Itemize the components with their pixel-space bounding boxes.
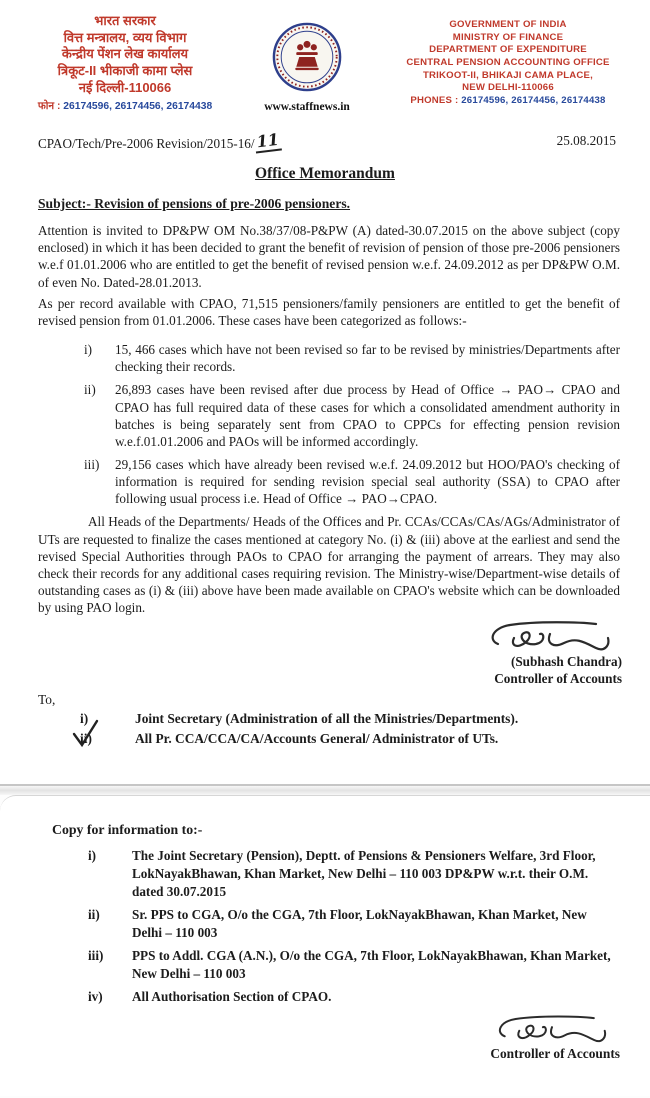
to-item-text: Joint Secretary (Administration of all the Ministries/Departments). xyxy=(135,711,519,727)
hindi-line: केन्द्रीय पेंशन लेख कार्यालय xyxy=(61,46,189,62)
copy-item-number: iv) xyxy=(88,988,103,1004)
signature-scribble-icon xyxy=(492,1012,612,1046)
copy-for-information-heading: Copy for information to:- xyxy=(52,822,203,837)
paragraph-2: As per record available with CPAO, 71,515 pensioners/family pensioners are entitled to get the benefit of revised pension from 01.01.2006. These cases have been categorized as follows:- xyxy=(38,295,620,328)
to-item-number-text: ii) xyxy=(80,730,92,746)
reference-prefix: CPAO/Tech/Pre-2006 Revision/2015-16/ xyxy=(38,136,255,152)
english-line: GOVERNMENT OF INDIA xyxy=(449,19,567,30)
phones-line xyxy=(376,95,640,108)
letterhead-seal-block xyxy=(238,13,376,113)
hindi-line: नई दिल्ली-110066 xyxy=(78,79,172,95)
signatory-designation: Controller of Accounts xyxy=(490,1045,620,1061)
phone-label: फोन : xyxy=(37,101,64,113)
english-line: MINISTRY OF FINANCE xyxy=(452,31,564,43)
copy-item-number: ii) xyxy=(88,906,100,922)
phones-label: PHONES : xyxy=(410,94,462,106)
english-line: DEPARTMENT OF EXPENDITURE xyxy=(429,44,587,56)
category-list xyxy=(0,341,650,507)
list-item xyxy=(84,341,620,375)
paragraph-3: All Heads of the Departments/ Heads of the Offices and Pr. CCAs/CCAs/CAs/AGs/Administrator of UTs are requested to finalize the cases mentioned at category No. (i) & (iii) above at the earliest and send the revised Special Authorities through PAOs to CPAO for arranging the payment of arrears. They may also check their records for any additional cases requiring revision. The Ministry-wise/Department-wise details of outstanding cases as (i) & (iii) above have been made available on CPAO's website which can be downloaded by using PAO login. xyxy=(38,514,620,616)
letterhead xyxy=(0,0,650,113)
signatory-designation: Controller of Accounts xyxy=(494,670,622,686)
copy-list xyxy=(0,847,650,1006)
list-item-number: i) xyxy=(84,342,93,358)
subject-line: Subject:- Revision of pensions of pre-2006 pensioners. xyxy=(38,196,351,212)
signature-block-1 xyxy=(0,618,650,687)
hindi-line: त्रिकूट-II भीकाजी कामा प्लेस xyxy=(57,62,193,78)
to-item-number-text: i) xyxy=(80,711,89,727)
list-item xyxy=(84,456,620,507)
letterhead-hindi-block xyxy=(12,13,238,113)
reference-number xyxy=(38,129,281,154)
hindi-line: वित्त मन्त्रालय, व्यय विभाग xyxy=(63,29,187,45)
phones-numbers: 26174596, 26174456, 26174438 xyxy=(461,94,606,106)
copy-item xyxy=(88,906,616,942)
reference-row xyxy=(0,129,650,154)
signature-block-2 xyxy=(0,1012,650,1062)
paragraph-1: Attention is invited to DP&PW OM No.38/37/08-P&PW (A) dated-30.07.2015 on the above subject (copy enclosed) in which it has been decided to grant the benefit of revision of pension of those pre-2006 pensioners w.e.f 01.01.2006 who are entitled to get the benefit of revised pension w.e.f. 24.09.2012 as per DP&PW O.M. of even No. Dated-28.01.2013. xyxy=(38,223,620,290)
copy-item-number: iii) xyxy=(88,947,104,963)
list-item-number: ii) xyxy=(84,382,96,398)
page-2 xyxy=(0,795,650,1096)
ashoka-seal-icon xyxy=(271,21,343,93)
reference-date: 25.08.2015 xyxy=(556,133,616,149)
letterhead-english-block xyxy=(376,13,640,113)
copy-item-text: PPS to Addl. CGA (A.N.), O/o the CGA, 7th Floor, LokNayakBhawan, Khan Market, New Delhi – 110 003 xyxy=(132,947,611,981)
copy-item-number: i) xyxy=(88,848,97,863)
copy-item xyxy=(88,988,616,1006)
to-item xyxy=(80,730,620,747)
copy-item-text: All Authorisation Section of CPAO. xyxy=(132,988,332,1004)
signature-scribble-icon xyxy=(484,618,616,654)
english-line: NEW DELHI-110066 xyxy=(462,82,554,94)
to-item xyxy=(80,710,620,727)
tick-mark-icon xyxy=(70,718,100,748)
copy-item xyxy=(88,947,616,983)
english-line: CENTRAL PENSION ACCOUNTING OFFICE xyxy=(406,56,610,68)
phone-line-hindi xyxy=(12,99,238,113)
list-item-text: 29,156 cases which have already been revised w.e.f. 24.09.2012 but HOO/PAO's checking of information is required for sending revision special seal authority (SSA) to CPAO after following usual process i.e. Head of Office → PAO→CPAO. xyxy=(115,457,620,507)
page-divider xyxy=(0,786,650,795)
hindi-line: भारत सरकार xyxy=(94,13,156,28)
phone-numbers: 26174596, 26174456, 26174438 xyxy=(63,101,213,113)
website-watermark: www.staffnews.in xyxy=(264,101,350,113)
to-item-number xyxy=(80,730,135,747)
english-line: TRIKOOT-II, BHIKAJI CAMA PLACE, xyxy=(422,69,593,81)
to-block xyxy=(38,692,620,747)
list-item-text: 15, 466 cases which have not been revised so far to be revised by ministries/Departments after checking their records. xyxy=(115,342,620,375)
memo-title: Office Memorandum xyxy=(255,165,395,183)
copy-item-text: Sr. PPS to CGA, O/o the CGA, 7th Floor, LokNayakBhawan, Khan Market, New Delhi – 110 003 xyxy=(132,906,587,940)
list-item-number: iii) xyxy=(84,457,100,472)
copy-item-text: The Joint Secretary (Pension), Deptt. of Pensions & Pensioners Welfare, 3rd Floor, LokNayakBhawan, Khan Market, New Delhi – 110 003 DP&PW w.r.t. their O.M. dated 30.07.2015 xyxy=(132,848,596,899)
copy-item xyxy=(88,847,616,901)
handwritten-serial: 11 xyxy=(253,130,282,154)
to-item-text: All Pr. CCA/CCA/CA/Accounts General/ Administrator of UTs. xyxy=(135,730,499,746)
list-item xyxy=(84,381,620,450)
list-item-text: 26,893 cases have been revised after due process by Head of Office → PAO→ CPAO and CPAO has full required data of these cases for which a consolidated amendment authority in batches is being separately sent from CPAO to CPPCs for effecting pension revision w.e.f.01.01.2006 and PAOs will be informed accordingly. xyxy=(115,382,620,449)
to-label: To, xyxy=(38,692,56,708)
signatory-name: (Subhash Chandra) xyxy=(510,654,622,670)
